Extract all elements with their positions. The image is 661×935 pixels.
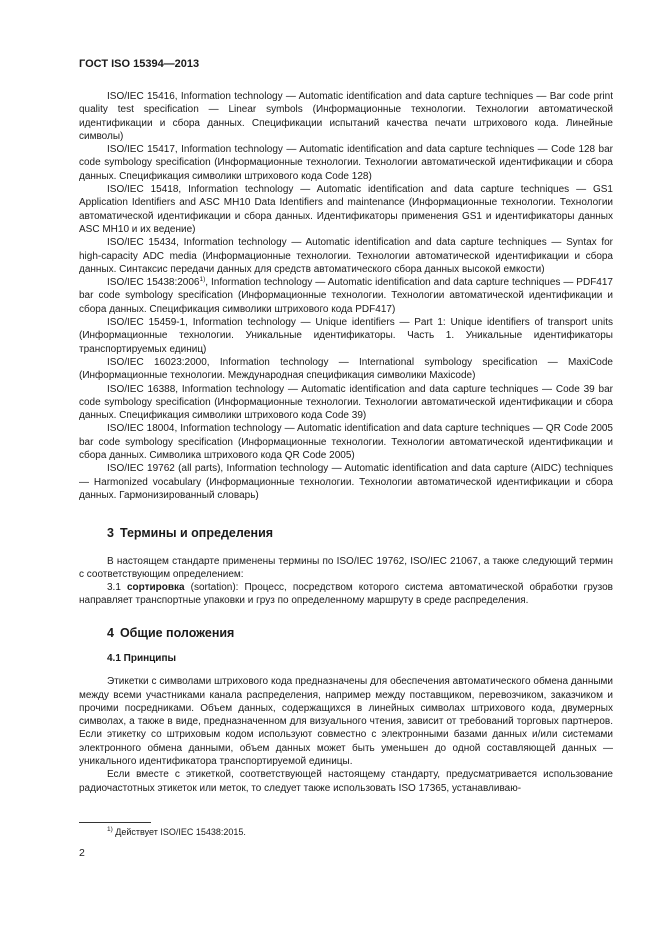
footnote-marker[interactable]: 1): [199, 276, 206, 284]
footnote-mark: 1): [107, 826, 113, 833]
reference-item: ISO/IEC 16023:2000, Information technology — International symbology specification — MaxiCode (Информационные технологии. Международная спецификация символики Maxicode): [79, 356, 613, 382]
term-definition-text: (sortation): Процесс, посредством которого система автоматической обработки грузов направляет транспортные упаковки и груз по определенному маршруту в среде распределения.: [79, 582, 613, 607]
subsection-heading: 4.1 Принципы: [107, 652, 177, 664]
paragraph: Этикетки с символами штрихового кода предназначены для обеспечения автоматического обмена данными между всеми участниками канала распределения, например между поставщиком, перевозчиком, заказчиком и прочими посредниками. Объем данных, содержащихся в линейных символах штрихового кода, двумерных символах, а также в виде, предназначенном для визуального чтения, зависит от требований торговых партнеров. Если этикетку со штриховым кодом используют совместно с электронными базами данных и/или системами электронного обмена данными, объем данных может быть уменьшен до одной составляющей данных — уникального идентификатора транспортируемой единицы.: [79, 676, 613, 768]
section-4-heading: [79, 627, 613, 640]
paragraph: Если вместе с этикеткой, соответствующей настоящему стандарту, предусматривается использование радиочастотных этикеток или меток, то следует также использовать ISO 17365, устанавливаю-: [79, 769, 613, 794]
reference-item: [79, 276, 613, 316]
section-3-intro: В настоящем стандарте применены термины по ISO/IEC 19762, ISO/IEC 21067, а также следующий термин с соответствующим определением:: [79, 555, 613, 580]
term-definition: [79, 581, 613, 608]
reference-item: ISO/IEC 15434, Information technology — Automatic identification and data capture techniques — Syntax for high-capacity ADC media (Информационные технологии. Технологии автоматической идентификации и сбора данных. Синтаксис передачи данных для средств автоматического сбора данных высокой емкости): [79, 237, 613, 275]
footnote-text: Действует ISO/IEC 15438:2015.: [115, 827, 246, 837]
page-content: [79, 90, 613, 795]
section-number: 3: [107, 526, 114, 541]
term-number: 3.1: [107, 582, 121, 594]
term: сортировка: [126, 582, 185, 594]
page-number: 2: [79, 847, 85, 859]
section-title: Общие положения: [119, 625, 235, 640]
reference-item: ISO/IEC 15418, Information technology — Automatic identification and data capture techniques — GS1 Application Identifiers and ASC MH10 Data Identifiers and maintenance (Информационные технологии. Технологии автоматической идентификации и сбора данных. Идентификаторы применения GS1 и идентификаторы данных ASC MH10 и их ведение): [79, 184, 613, 235]
footnote-divider: [79, 822, 151, 823]
references-list: [79, 90, 613, 502]
reference-item: ISO/IEC 15417, Information technology — Automatic identification and data capture techniques — Code 128 bar code symbology specification (Информационные технологии. Технологии автоматической идентификации и сбора данных. Спецификация символики штрихового кода Code 128): [79, 144, 613, 182]
section-3-heading: [79, 527, 613, 540]
reference-item: ISO/IEC 15459-1, Information technology — Unique identifiers — Part 1: Unique identifiers of transport units (Информационные технологии. Уникальные идентификаторы. Часть 1. Уникальные идентификаторы транспортируемых единиц): [79, 317, 613, 355]
document-header: ГОСТ ISO 15394—2013: [79, 58, 200, 70]
reference-item: ISO/IEC 15416, Information technology — Automatic identification and data capture techniques — Bar code print quality test specification — Linear symbols (Информационные технологии. Технологии автоматической идентификации и сбора данных. Спецификации испытаний качества печати штрихового кода. Линейные символы): [79, 91, 613, 142]
footnote: [107, 827, 246, 837]
reference-text: , Information technology — Automatic identification and data capture techniques — PDF417 bar code symbology specification (Информационные технологии. Технологии автоматической идентификации и сбора данных. Спецификация символики штрихового кода PDF417): [79, 277, 613, 315]
reference-item: ISO/IEC 18004, Information technology — Automatic identification and data capture techniques — QR Code 2005 bar code symbology specification (Информационные технологии. Технологии автоматической идентификации и сбора данных. Символика штрихового кода QR Code 2005): [79, 423, 613, 462]
reference-text: ISO/IEC 15438:2006: [107, 277, 200, 289]
reference-item: ISO/IEC 16388, Information technology — Automatic identification and data capture techniques — Code 39 bar code symbology specification (Информационные технологии. Технологии автоматической идентификации и сбора данных. Спецификация символики штрихового кода Code 39): [79, 383, 613, 422]
section-title: Термины и определения: [119, 526, 274, 541]
section-number: 4: [107, 625, 114, 640]
reference-item: ISO/IEC 19762 (all parts), Information technology — Automatic identification and data capture (AIDC) techniques — Harmonized vocabulary (Информационные технологии. Технологии автоматической идентификации и сбора данных. Гармонизированный словарь): [79, 463, 613, 501]
